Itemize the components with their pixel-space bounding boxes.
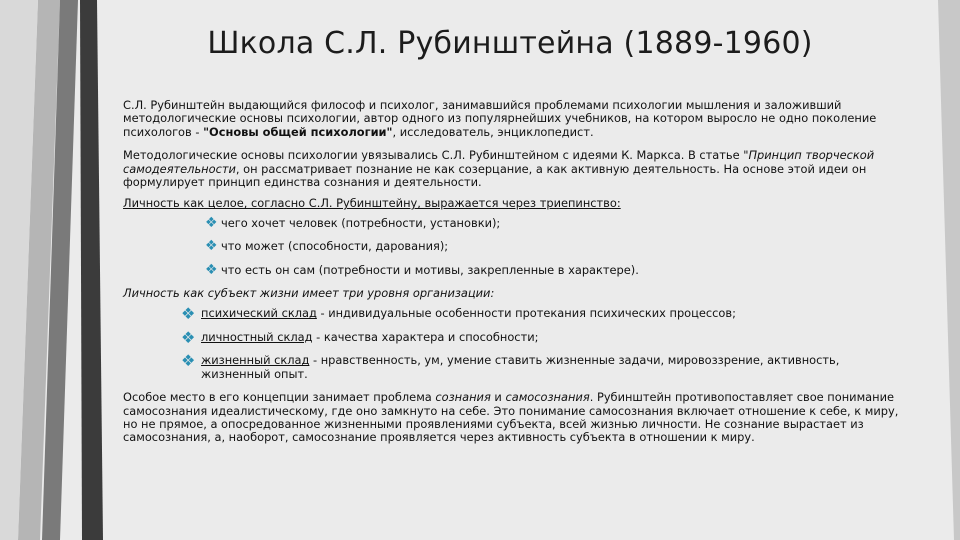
diamond-bullet-icon: ❖ bbox=[181, 304, 196, 324]
personality-heading: Личность как целое, согласно С.Л. Рубинштейну, выражается через триепинство: bbox=[123, 196, 621, 211]
term-self-consciousness: самосознания bbox=[505, 390, 590, 405]
diamond-bullet-icon: ❖ bbox=[181, 327, 196, 347]
list-item-text: чего хочет человек (потребности, установки); bbox=[221, 215, 501, 230]
intro-text: С.Л. Рубинштейн выдающийся философ и психолог, занимавшийся проблемами психологии мышления и заложивший методологические основы психологии, автор одного из популярнейших учебников, на котором выросло не одно поколение психологов - bbox=[123, 98, 877, 139]
diamond-bullet-icon: ❖ bbox=[181, 351, 196, 371]
term-consciousness: сознания bbox=[435, 390, 491, 405]
diamond-bullet-icon: ❖ bbox=[205, 238, 218, 255]
list-item bbox=[205, 261, 905, 278]
self-consciousness-paragraph bbox=[123, 391, 905, 445]
level-term: психический склад bbox=[201, 306, 317, 321]
level-term: жизненный склад bbox=[201, 353, 310, 368]
paragraph-text: . Рубинштейн противопоставляет свое понимание самосознания идеалистическому, где оно замкнуто на себе. Это понимание самосознания включает отношение к себе, к миру, но не прямое, а опосредованное жизненными проявлениями субъекта, всей жизнью личности. Не сознание вырастает из самосознания, а, наоборот, самосознание проявляется через активность субъекта в отношении к миру. bbox=[123, 390, 899, 445]
list-item-text: что может (способности, дарования); bbox=[221, 239, 449, 254]
paragraph-text: Особое место в его концепции занимает проблема bbox=[123, 390, 436, 405]
levels-heading: Личность как субъект жизни имеет три уровня организации: bbox=[123, 286, 495, 301]
diamond-bullet-icon: ❖ bbox=[205, 214, 218, 231]
level-description: - индивидуальные особенности протекания психических процессов; bbox=[316, 306, 736, 321]
slide-title: Школа С.Л. Рубинштейна (1889-1960) bbox=[207, 26, 813, 61]
list-item-text bbox=[201, 331, 538, 344]
diamond-bullet-icon: ❖ bbox=[205, 261, 218, 278]
list-item-text bbox=[201, 354, 905, 381]
intro-paragraph bbox=[123, 99, 905, 139]
intro-text-end: , исследователь, энциклопедист. bbox=[392, 124, 594, 139]
list-item bbox=[181, 304, 905, 324]
right-light-stripe bbox=[938, 0, 960, 540]
slide-body bbox=[123, 99, 905, 455]
left-dark-stripe bbox=[80, 0, 103, 540]
book-title: "Основы общей психологии" bbox=[203, 124, 393, 139]
level-description: - качества характера и способности; bbox=[312, 329, 539, 344]
paragraph-text: и bbox=[490, 390, 506, 405]
article-title: Принцип творческой самодеятельности bbox=[123, 148, 875, 176]
list-item-text: что есть он сам (потребности и мотивы, закрепленные в характере). bbox=[221, 262, 639, 277]
method-paragraph bbox=[123, 149, 905, 189]
method-text-end: , он рассматривает познание не как созерцание, а как активную деятельность. На основе этой идеи он формулирует принцип единства сознания и деятельности. bbox=[123, 161, 867, 190]
list-item bbox=[181, 351, 905, 381]
list-item-text bbox=[201, 307, 736, 320]
list-item bbox=[205, 214, 905, 231]
list-item bbox=[181, 327, 905, 347]
list-item bbox=[205, 240, 905, 253]
method-text: Методологические основы психологии увязывались С.Л. Рубинштейном с идеями К. Маркса. В статье " bbox=[123, 148, 749, 163]
level-term: личностный склад bbox=[201, 329, 313, 344]
level-description: - нравственность, ум, умение ставить жизненные задачи, мировоззрение, активность, жизненный опыт. bbox=[201, 353, 840, 381]
